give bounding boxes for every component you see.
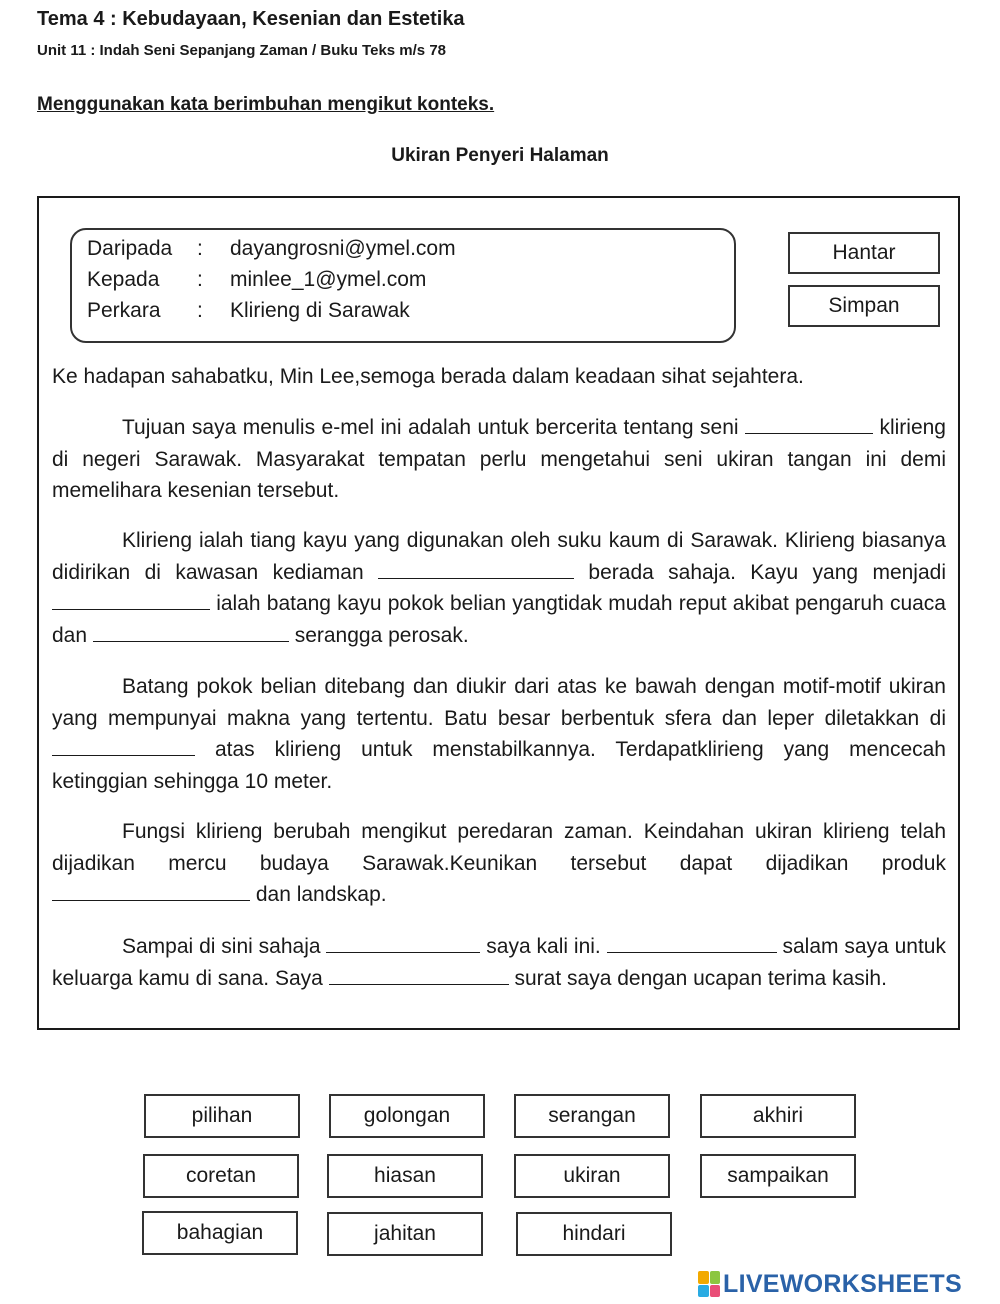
paragraph-text: Klirieng ialah tiang kayu yang digunakan oleh suku kaum di Sarawak. Klirieng biasanya didirikan di kawasan kediaman: [52, 529, 946, 584]
word-option[interactable]: ukiran: [514, 1154, 670, 1198]
answer-blank-2[interactable]: [378, 561, 574, 579]
subject-colon: :: [197, 299, 203, 322]
word-option[interactable]: bahagian: [142, 1211, 298, 1255]
answer-blank-1[interactable]: [745, 416, 873, 434]
logo-square: [698, 1285, 709, 1298]
paragraph-3: [52, 671, 946, 797]
logo-square: [710, 1271, 721, 1284]
paragraph-text: Fungsi klirieng berubah mengikut peredaran zaman. Keindahan ukiran klirieng telah dijadikan mercu budaya Sarawak.Keunikan tersebut dapat dijadikan produk: [52, 820, 946, 875]
paragraph-text: salam saya untuk keluarga kamu di sana. Saya: [52, 935, 946, 990]
word-option[interactable]: akhiri: [700, 1094, 856, 1138]
word-option[interactable]: hiasan: [327, 1154, 483, 1198]
word-option[interactable]: pilihan: [144, 1094, 300, 1138]
from-colon: :: [197, 237, 203, 260]
logo-square: [710, 1285, 721, 1298]
logo-square: [698, 1271, 709, 1284]
answer-blank-7[interactable]: [326, 935, 480, 953]
paragraph-text: saya kali ini.: [480, 935, 607, 958]
answer-blank-6[interactable]: [52, 883, 250, 901]
to-colon: :: [197, 268, 203, 291]
word-option[interactable]: serangan: [514, 1094, 670, 1138]
answer-blank-3[interactable]: [52, 592, 210, 610]
send-button[interactable]: Hantar: [788, 232, 940, 274]
paragraph-text: ialah batang kayu pokok belian yangtidak mudah reput akibat pengaruh cuaca dan: [52, 592, 946, 647]
word-option[interactable]: hindari: [516, 1212, 672, 1256]
to-value: minlee_1@ymel.com: [230, 268, 427, 291]
unit-title: Unit 11 : Indah Seni Sepanjang Zaman / Buku Teks m/s 78: [37, 42, 446, 59]
word-option[interactable]: golongan: [329, 1094, 485, 1138]
paragraph-text: serangga perosak.: [288, 623, 469, 647]
liveworksheets-logo: [698, 1268, 962, 1300]
paragraph-2: [52, 525, 946, 651]
task-instruction: Menggunakan kata berimbuhan mengikut konteks.: [37, 94, 495, 115]
paragraph-1: [52, 412, 946, 507]
word-option[interactable]: coretan: [143, 1154, 299, 1198]
to-label: Kepada: [87, 268, 160, 291]
paragraph-text: Batang pokok belian ditebang dan diukir dari atas ke bawah dengan motif-motif ukiran yang mempunyai makna yang tertentu. Batu besar berbentuk sfera dan leper diletakkan di: [52, 675, 946, 730]
paragraph-5: [52, 931, 946, 994]
paragraph-4: [52, 816, 946, 911]
paragraph-text: dan landskap.: [250, 883, 387, 906]
from-label: Daripada: [87, 237, 173, 260]
save-button[interactable]: Simpan: [788, 285, 940, 327]
answer-blank-5[interactable]: [52, 738, 195, 756]
answer-blank-8[interactable]: [607, 935, 777, 953]
theme-title: Tema 4 : Kebudayaan, Kesenian dan Estetika: [37, 8, 465, 30]
liveworksheets-icon: [698, 1271, 720, 1297]
worksheet-subtitle: Ukiran Penyeri Halaman: [391, 145, 609, 166]
email-header-box: [70, 228, 736, 343]
paragraph-text: berada sahaja. Kayu yang menjadi: [574, 560, 946, 584]
paragraph-text: Sampai di sini sahaja: [122, 935, 327, 958]
word-option[interactable]: jahitan: [327, 1212, 483, 1256]
paragraph-text: atas klirieng untuk menstabilkannya. Terdapatklirieng yang mencecah ketinggian sehingga 10 meter.: [52, 738, 946, 793]
word-option[interactable]: sampaikan: [700, 1154, 856, 1198]
paragraph-text: surat saya dengan ucapan terima kasih.: [508, 966, 887, 990]
from-value: dayangrosni@ymel.com: [230, 237, 456, 260]
subject-value: Klirieng di Sarawak: [230, 299, 410, 322]
letter-greeting: Ke hadapan sahabatku, Min Lee,semoga berada dalam keadaan sihat sejahtera.: [52, 365, 804, 388]
paragraph-text: Tujuan saya menulis e-mel ini adalah untuk bercerita tentang seni: [122, 416, 745, 439]
subject-label: Perkara: [87, 299, 161, 322]
paragraph-text: klirieng di negeri Sarawak. Masyarakat tempatan perlu mengetahui seni ukiran tangan ini demi memelihara kesenian tersebut.: [52, 416, 946, 502]
logo-text: LIVEWORKSHEETS: [723, 1269, 962, 1298]
answer-blank-9[interactable]: [329, 967, 509, 985]
answer-blank-4[interactable]: [93, 624, 289, 642]
